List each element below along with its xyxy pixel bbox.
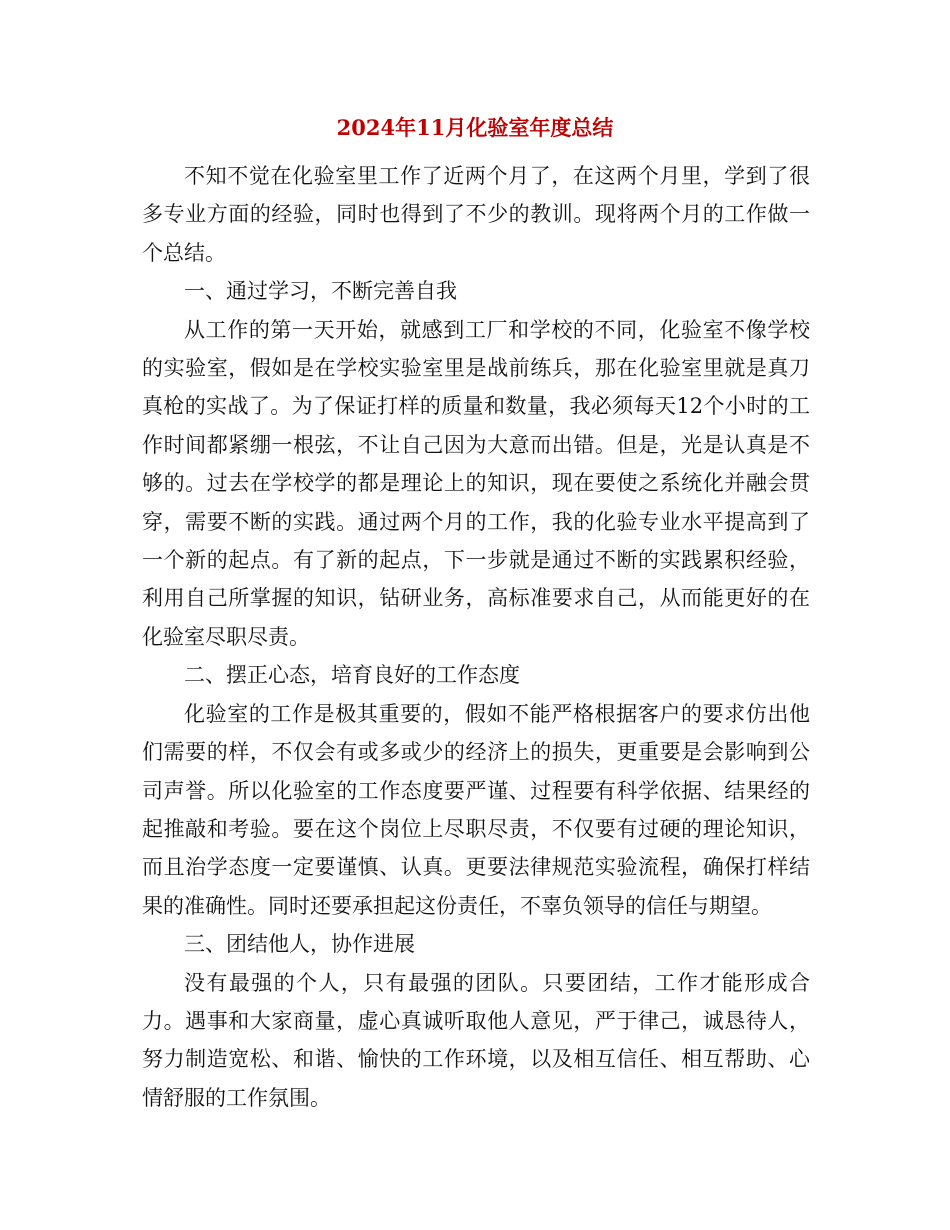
section-heading-1: 一、通过学习，不断完善自我 — [184, 279, 457, 304]
paragraph-section-3: 没有最强的个人，只有最强的团队。只要团结，工作才能形成合力。遇事和大家商量，虚心真诚听取他人意见，严于律己，诚恳待人，努力制造宽松、和谐、愉快的工作环境，以及相互信任、相互帮助、心情舒服的工作氛围。 — [142, 970, 810, 1110]
section-heading-2: 二、摆正心态，培育良好的工作态度 — [184, 663, 520, 688]
document-title: 2024年11月化验室年度总结 — [336, 115, 614, 140]
document-body — [142, 157, 810, 1117]
paragraph-intro: 不知不觉在化验室里工作了近两个月了，在这两个月里，学到了很多专业方面的经验，同时也得到了不少的教训。现将两个月的工作做一个总结。 — [142, 164, 810, 265]
paragraph-section-1: 从工作的第一天开始，就感到工厂和学校的不同，化验室不像学校的实验室，假如是在学校实验室里是战前练兵，那在化验室里就是真刀真枪的实战了。为了保证打样的质量和数量，我必须每天12个小时的工作时间都紧绷一根弦，不让自己因为大意而出错。但是，光是认真是不够的。过去在学校学的都是理论上的知识，现在要使之系统化并融会贯穿，需要不断的实践。通过两个月的工作，我的化验专业水平提高到了一个新的起点。有了新的起点，下一步就是通过不断的实践累积经验，利用自己所掌握的知识，钻研业务，高标准要求自己，从而能更好的在化验室尽职尽责。 — [142, 317, 810, 649]
paragraph-section-2: 化验室的工作是极其重要的，假如不能严格根据客户的要求仿出他们需要的样，不仅会有或多或少的经济上的损失，更重要是会影响到公司声誉。所以化验室的工作态度要严谨、过程要有科学依据、结果经的起推敲和考验。要在这个岗位上尽职尽责，不仅要有过硬的理论知识，而且治学态度一定要谨慎、认真。更要法律规范实验流程，确保打样结果的准确性。同时还要承担起这份责任，不辜负领导的信任与期望。 — [142, 701, 810, 918]
section-heading-3: 三、团结他人，协作进展 — [184, 932, 415, 957]
